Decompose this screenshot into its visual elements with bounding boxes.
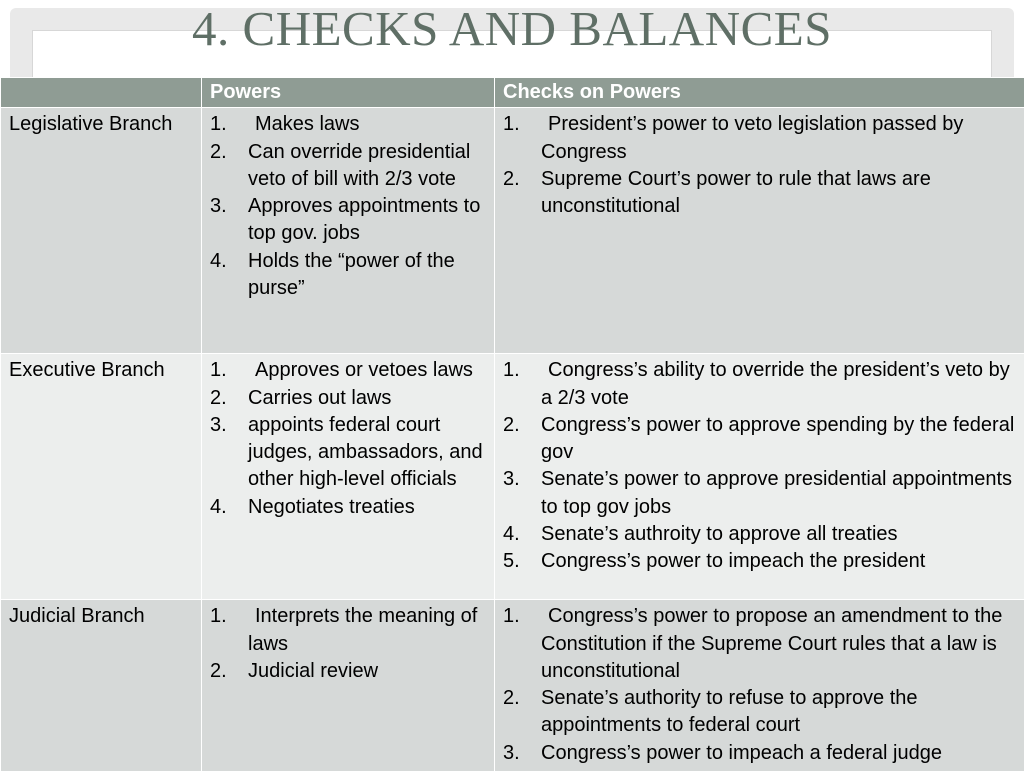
powers-cell xyxy=(202,600,495,772)
slide-title: 4. CHECKS AND BALANCES xyxy=(0,2,1024,56)
list-item: 3. appoints federal court judges, ambassadors, and other high-level officials xyxy=(210,412,487,494)
checks-cell xyxy=(495,108,1024,354)
list-item: 1. President’s power to veto legislation passed by Congress xyxy=(503,111,1017,166)
list-item: 1. Interprets the meaning of laws xyxy=(210,603,487,658)
checks-list xyxy=(503,603,1017,767)
list-item: 1. Congress’s ability to override the president’s veto by a 2/3 vote xyxy=(503,357,1017,412)
table-row-executive xyxy=(1,354,1024,600)
list-item: 2. Can override presidential veto of bill with 2/3 vote xyxy=(210,139,487,194)
table-row-legislative xyxy=(1,108,1024,354)
header-branch xyxy=(1,78,202,108)
checks-cell xyxy=(495,600,1024,772)
list-item: 1. Makes laws xyxy=(210,111,487,138)
list-item: 4. Senate’s authroity to approve all treaties xyxy=(503,521,1017,548)
powers-cell xyxy=(202,108,495,354)
branch-cell: Legislative Branch xyxy=(1,108,202,354)
list-item: 5. Congress’s power to impeach the president xyxy=(503,548,1017,575)
list-item: 3. Congress’s power to impeach a federal judge xyxy=(503,740,1017,767)
checks-list xyxy=(503,357,1017,575)
list-item: 4. Holds the “power of the purse” xyxy=(210,248,487,303)
table-header-row xyxy=(1,78,1024,108)
list-item: 1. Approves or vetoes laws xyxy=(210,357,487,384)
list-item: 2. Carries out laws xyxy=(210,385,487,412)
powers-list xyxy=(210,111,487,302)
list-item: 2. Supreme Court’s power to rule that laws are unconstitutional xyxy=(503,166,1017,221)
branch-cell: Executive Branch xyxy=(1,354,202,600)
checks-list xyxy=(503,111,1017,220)
header-powers: Powers xyxy=(202,78,495,108)
list-item: 4. Negotiates treaties xyxy=(210,494,487,521)
powers-list xyxy=(210,357,487,521)
list-item: 3. Approves appointments to top gov. jobs xyxy=(210,193,487,248)
powers-list xyxy=(210,603,487,685)
table-row-judicial xyxy=(1,600,1024,772)
list-item: 1. Congress’s power to propose an amendment to the Constitution if the Supreme Court rules that a law is unconstitutional xyxy=(503,603,1017,685)
list-item: 2. Congress’s power to approve spending by the federal gov xyxy=(503,412,1017,467)
powers-cell xyxy=(202,354,495,600)
list-item: 2. Judicial review xyxy=(210,658,487,685)
checks-balances-table xyxy=(0,77,1024,772)
header-checks: Checks on Powers xyxy=(495,78,1024,108)
list-item: 2. Senate’s authority to refuse to approve the appointments to federal court xyxy=(503,685,1017,740)
list-item: 3. Senate’s power to approve presidential appointments to top gov jobs xyxy=(503,466,1017,521)
checks-cell xyxy=(495,354,1024,600)
branch-cell: Judicial Branch xyxy=(1,600,202,772)
